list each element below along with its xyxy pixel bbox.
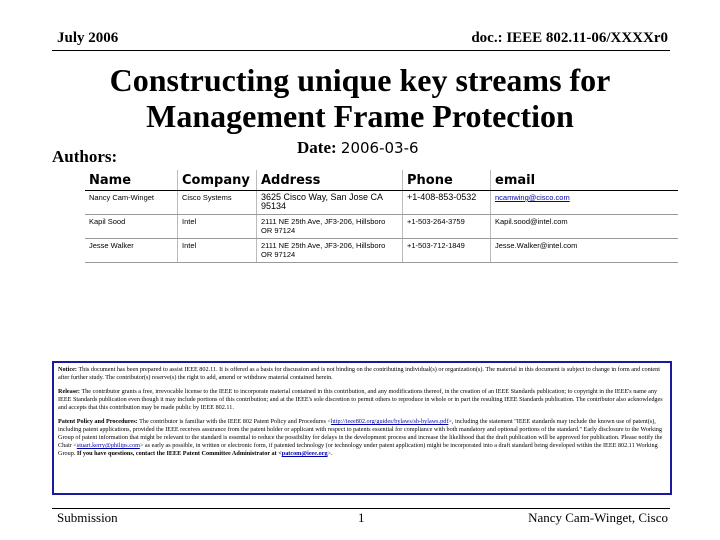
cell-name: Jesse Walker: [85, 239, 178, 263]
cell-address: 2111 NE 25th Ave, JF3-206, Hillsboro OR 97124: [257, 239, 403, 263]
patent-paragraph: [58, 418, 666, 458]
cell-name: Nancy Cam-Winget: [85, 191, 178, 215]
footer-rule: [52, 508, 670, 509]
email-link[interactable]: ncamwing@cisco.com: [495, 193, 570, 202]
cell-company: Intel: [178, 215, 257, 239]
patent-contact-text: If you have questions, contact the IEEE Patent Committee Administrator at <: [76, 450, 282, 457]
title-line-1: Constructing unique key streams for: [109, 62, 611, 98]
date-label: Date:: [297, 138, 337, 157]
notice-paragraph: [58, 366, 666, 382]
cell-email[interactable]: [491, 191, 679, 215]
cell-phone: +1-503-264-3759: [403, 215, 491, 239]
header-rule: [52, 50, 670, 51]
patent-text-2: >, including the statement "IEEE standards may include the known use of patent(s), including patent applications, provided the IEEE receives assurance from the patent holder or applicant with respect to patents essential for compliance with both mandatory and optional portions of the standard." Early disclosure to the Working Group of patent information that might be relevant to the standard is essential to reduce the possibility for delays in the development process and increase the likelihood that the draft publication will be approved for publication. Please notify the Chair <: [58, 418, 663, 449]
footer-page-number: 1: [358, 510, 365, 525]
date-line: [297, 138, 419, 158]
header-doc-id: doc.: IEEE 802.11-06/XXXXr0: [471, 30, 668, 46]
col-header-address: Address: [257, 170, 403, 191]
cell-phone: +1-408-853-0532: [403, 191, 491, 215]
table-row: [85, 215, 678, 239]
cell-phone: +1-503-712-1849: [403, 239, 491, 263]
header-date: July 2006: [57, 30, 119, 46]
col-header-company: Company: [178, 170, 257, 191]
notice-label: Notice:: [58, 366, 77, 373]
patcom-email-link[interactable]: patcom@ieee.org: [281, 450, 328, 457]
notice-text: This document has been prepared to assist IEEE 802.11. It is offered as a basis for discussion and is not binding on the contributing individual(s) or organization(s). The material in this document is subject to change in form and content after further study. The contributor(s) reserve(s) the right to add, amend or withdraw material contained herein.: [58, 366, 660, 381]
patent-text-1: The contributor is familiar with the IEEE 802 Patent Policy and Procedures <: [139, 418, 331, 425]
footer-submission: Submission: [57, 510, 118, 525]
patent-end: >.: [327, 450, 333, 457]
date-value: 2006-03-6: [340, 139, 419, 157]
cell-address: 2111 NE 25th Ave, JF3-206, Hillsboro OR 97124: [257, 215, 403, 239]
cell-email: Jesse.Walker@intel.com: [491, 239, 679, 263]
cell-company: Cisco Systems: [178, 191, 257, 215]
cell-email: Kapil.sood@intel.com: [491, 215, 679, 239]
bylaws-link[interactable]: http://ieee802.org/guides/bylaws/sb-bylaws.pdf: [330, 418, 449, 425]
table-header-row: [85, 170, 678, 191]
footer-author: Nancy Cam-Winget, Cisco: [528, 510, 668, 525]
patent-text-3: > as early as possible, in written or electronic form, if patented technology (or technology under patent application) might be incorporated into a draft standard being developed within the IEEE 802.11 Working Group.: [58, 442, 658, 457]
title-line-2: Management Frame Protection: [146, 98, 574, 134]
col-header-phone: Phone: [403, 170, 491, 191]
patent-label: Patent Policy and Procedures:: [58, 418, 138, 425]
table-row: [85, 191, 678, 215]
authors-label: Authors:: [52, 147, 118, 166]
patent-contact: [77, 450, 328, 457]
table-row: [85, 239, 678, 263]
authors-table: [85, 170, 678, 263]
cell-company: Intel: [178, 239, 257, 263]
col-header-email: email: [491, 170, 679, 191]
release-text: The contributor grants a free, irrevocable license to the IEEE to incorporate material contained in this contribution, and any modifications thereof, in the creation of an IEEE Standards publication; to copyright in the IEEE's name any IEEE Standards publication even though it may include portions of this contribution; and at the IEEE's sole discretion to permit others to reproduce in whole or in part the resulting IEEE Standards publication. The contributor also acknowledges and accepts that this contribution may be made public by IEEE 802.11.: [58, 388, 663, 411]
col-header-name: Name: [85, 170, 178, 191]
chair-email-link[interactable]: stuart.kerry@philips.com: [76, 442, 140, 449]
release-paragraph: [58, 388, 666, 412]
slide-title: [20, 62, 700, 134]
cell-address: 3625 Cisco Way, San Jose CA 95134: [257, 191, 403, 215]
cell-name: Kapil Sood: [85, 215, 178, 239]
release-label: Release:: [58, 388, 80, 395]
ieee-notice-box: [52, 361, 672, 495]
